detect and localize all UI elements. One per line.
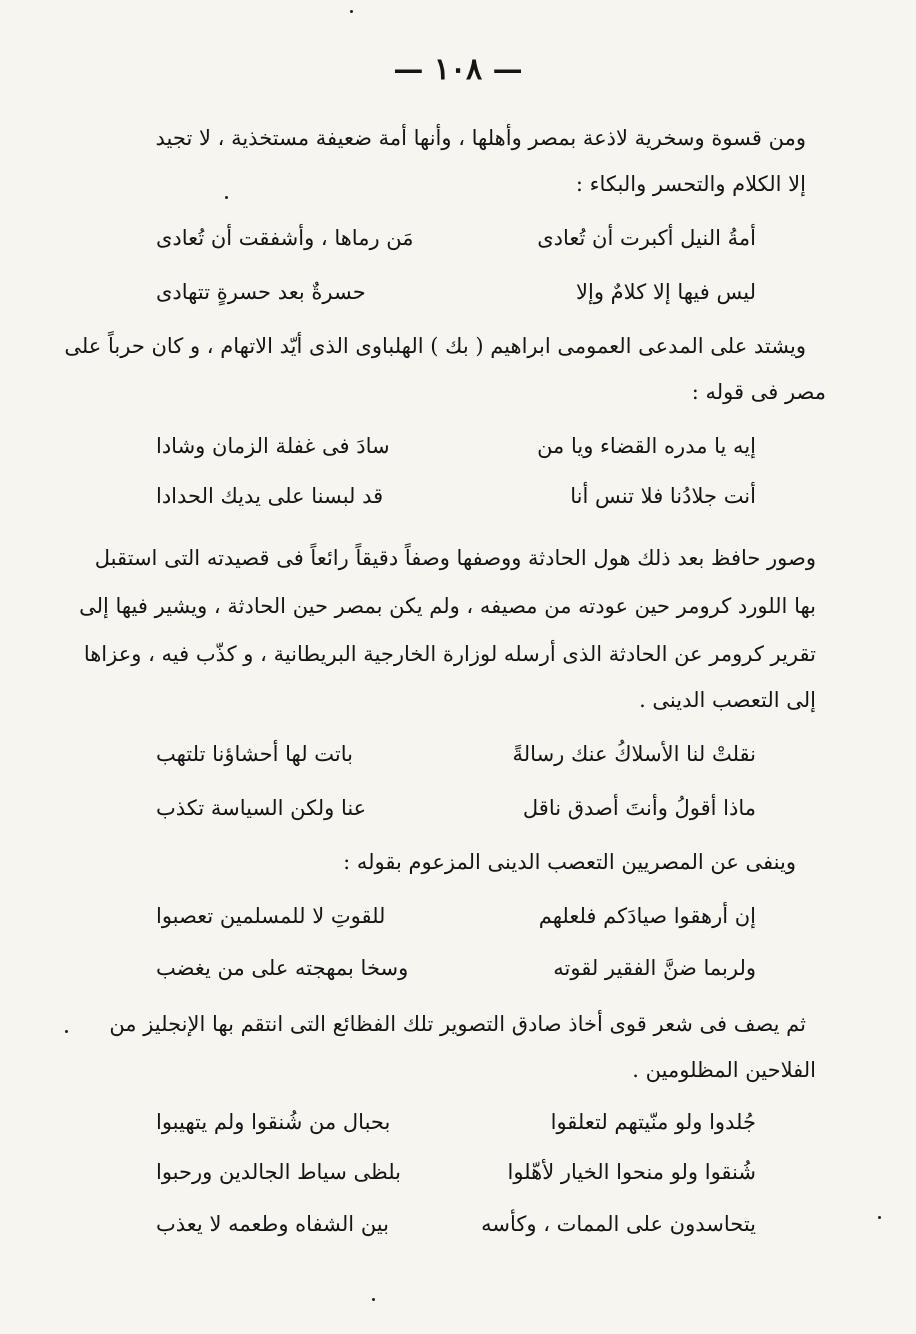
verse-first-hemistich: إيه يا مدره القضاء ويا من [537, 434, 756, 458]
verse-line [156, 904, 756, 934]
prose-line: بها اللورد كرومر حين عودته من مصيفه ، ولم يكن بمصر حين الحادثة ، ويشير فيها إلى [79, 594, 816, 618]
verse-line [156, 226, 756, 256]
verse-line [156, 1212, 756, 1242]
verse-second-hemistich: بلظى سياط الجالدين ورحبوا [156, 1160, 402, 1184]
verse-line [156, 1110, 756, 1140]
verse-line [156, 742, 756, 772]
scan-speck [878, 1216, 881, 1219]
prose-line: ومن قسوة وسخرية لاذعة بمصر وأهلها ، وأنها أمة ضعيفة مستخذية ، لا تجيد [155, 126, 806, 150]
scan-speck [372, 1298, 375, 1301]
prose-line: الفلاحين المظلومين . [632, 1058, 816, 1082]
verse-first-hemistich: ولربما ضنَّ الفقير لقوته [553, 956, 756, 980]
verse-second-hemistich: عنا ولكن السياسة تكذب [156, 796, 367, 820]
verse-line [156, 280, 756, 310]
verse-first-hemistich: ليس فيها إلا كلامٌ وإلا [576, 280, 756, 304]
verse-second-hemistich: مَن رماها ، وأشفقت أن تُعادى [156, 226, 414, 250]
verse-line [156, 796, 756, 826]
verse-line [156, 434, 756, 464]
prose-line: ويشتد على المدعى العمومى ابراهيم ( بك ) الهلباوى الذى أيّد الاتهام ، و كان حرباً على [64, 334, 806, 358]
verse-first-hemistich: ماذا أقولُ وأنتَ أصدق ناقل [522, 796, 756, 820]
prose-line: ثم يصف فى شعر قوى أخاذ صادق التصوير تلك الفظائع التى انتقم بها الإنجليز من [109, 1012, 806, 1036]
verse-second-hemistich: باتت لها أحشاؤنا تلتهب [156, 742, 353, 766]
verse-first-hemistich: أنت جلادُنا فلا تنس أنا [570, 484, 756, 508]
verse-second-hemistich: سادَ فى غفلة الزمان وشادا [156, 434, 390, 458]
verse-first-hemistich: يتحاسدون على الممات ، وكأسه [481, 1212, 756, 1236]
prose-line: إلا الكلام والتحسر والبكاء : [575, 172, 806, 196]
verse-second-hemistich: وسخا بمهجته على من يغضب [156, 956, 409, 980]
verse-second-hemistich: بحبال من شُنقوا ولم يتهيبوا [156, 1110, 391, 1134]
prose-line: مصر فى قوله : [691, 380, 826, 404]
verse-first-hemistich: إن أرهقوا صيادَكم فلعلهم [538, 904, 756, 928]
prose-line: وصور حافظ بعد ذلك هول الحادثة ووصفها وصفاً دقيقاً رائعاً فى قصيدته التى استقبل [94, 546, 816, 570]
verse-first-hemistich: جُلدوا ولو منّيتهم لتعلقوا [550, 1110, 756, 1134]
verse-first-hemistich: نقلتْ لنا الأسلاكُ عنك رسالةً [512, 742, 756, 766]
page-number: — ١٠٨ — [393, 52, 523, 87]
scan-speck [350, 10, 353, 13]
verse-first-hemistich: شُنقوا ولو منحوا الخيار لأهّلوا [507, 1160, 756, 1184]
scan-speck [225, 196, 228, 199]
verse-line [156, 1160, 756, 1190]
verse-second-hemistich: قد لبسنا على يديك الحدادا [156, 484, 384, 508]
verse-second-hemistich: بين الشفاه وطعمه لا يعذب [156, 1212, 389, 1236]
prose-line: تقرير كرومر عن الحادثة الذى أرسله لوزارة الخارجية البريطانية ، و كذّب فيه ، وعزاها [83, 642, 816, 666]
prose-line: إلى التعصب الدينى . [639, 688, 816, 712]
verse-second-hemistich: للقوتِ لا للمسلمين تعصبوا [156, 904, 386, 928]
verse-second-hemistich: حسرةٌ بعد حسرةٍ تتهادى [156, 280, 366, 304]
prose-line: وينفى عن المصريين التعصب الدينى المزعوم بقوله : [343, 850, 796, 874]
verse-first-hemistich: أمةُ النيل أكبرت أن تُعادى [537, 226, 756, 250]
verse-line [156, 484, 756, 514]
verse-line [156, 956, 756, 986]
scan-speck [65, 1030, 68, 1033]
